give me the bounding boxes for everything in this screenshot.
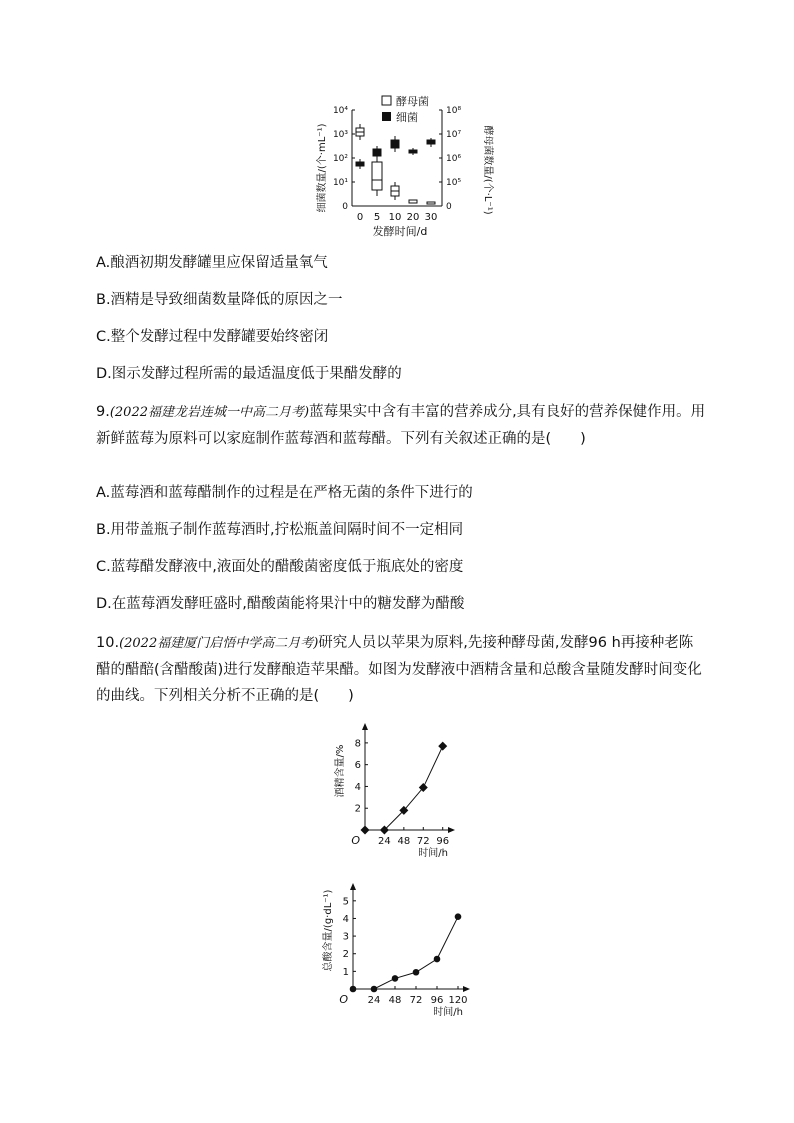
x-tick-label: 10 [388, 212, 402, 223]
q10-stem [96, 630, 706, 709]
q10-number: 10. [96, 635, 120, 651]
bacteria-box-day20 [409, 148, 417, 155]
yeast-box-day10 [391, 182, 399, 200]
y-tick-label: 3 [342, 931, 349, 943]
left-tick-label: 10³ [332, 130, 348, 140]
q8-option-c: C.整个发酵过程中发酵罐要始终密闭 [96, 329, 329, 345]
x-axis-label: 时间/h [418, 848, 448, 859]
data-point [455, 913, 462, 920]
y-axis-arrow [362, 723, 368, 730]
bacteria-box-day30 [427, 138, 435, 147]
q10-source: (2022福建厦门启悟中学高二月考) [119, 636, 319, 651]
x-tick-label: 24 [378, 836, 391, 847]
x-tick-label: 5 [373, 212, 381, 223]
x-tick-label: 20 [406, 212, 420, 223]
q9-number: 9. [96, 404, 110, 420]
total-acid-chart [315, 870, 485, 1020]
q8-option-b: B.酒精是导致细菌数量降低的原因之一 [96, 292, 343, 308]
x-axis-label: 时间/h [433, 1007, 463, 1018]
y-tick-label: 6 [354, 760, 361, 772]
q8-option-a: A.酿酒初期发酵罐里应保留适量氧气 [96, 255, 328, 271]
x-tick-label: 72 [409, 995, 423, 1006]
y-tick-label: 2 [354, 803, 361, 815]
y-tick-label: 8 [354, 738, 361, 750]
x-axis-label: 发酵时间/d [372, 225, 428, 238]
left-tick-label: 0 [342, 202, 348, 212]
yeast-box-day20 [409, 200, 417, 203]
yeast-box-day5 [372, 154, 382, 196]
x-axis-arrow [463, 986, 470, 992]
y-axis-label-left: 细菌数量/(个·mL⁻¹) [317, 123, 328, 213]
y-tick-label: 2 [342, 949, 349, 961]
legend-swatch-bacteria [382, 112, 391, 121]
x-tick-label: 120 [448, 995, 468, 1006]
q9-source: (2022福建龙岩连城一中高二月考) [109, 405, 310, 420]
origin-label: O [339, 993, 348, 1006]
x-tick-label: 48 [397, 836, 411, 847]
fermentation-count-figure [300, 92, 510, 242]
legend-swatch-yeast [382, 96, 391, 105]
x-tick-label: 96 [430, 995, 444, 1006]
y-axis-label: 总酸含量/(g·dL⁻¹) [323, 889, 334, 972]
data-point [392, 975, 399, 982]
bacteria-box-day10 [391, 136, 399, 152]
q8-option-d: D.图示发酵过程所需的最适温度低于果醋发酵的 [96, 366, 402, 382]
yeast-box-day0 [356, 124, 364, 140]
data-point [434, 956, 441, 963]
right-tick-label: 10⁷ [446, 130, 462, 140]
data-point [361, 826, 370, 835]
bacteria-box-day5 [373, 146, 381, 160]
q9-option-d: D.在蓝莓酒发酵旺盛时,醋酸菌能将果汁中的糖发酵为醋酸 [96, 596, 465, 612]
x-axis-arrow [448, 827, 455, 833]
q10-text: 研究人员以苹果为原料,先接种酵母菌,发酵96 h再接种老陈醋的醋醅(含醋酸菌)进行发酵酿造苹果醋。如图为发酵液中酒精含量和总酸含量随发酵时间变化的曲线。下列相关分析不正确的是( ) [96, 635, 702, 704]
bacteria-box-day0 [356, 159, 364, 169]
right-tick-label: 0 [446, 202, 452, 212]
x-tick-label: 30 [424, 212, 438, 223]
q9-option-c: C.蓝莓醋发酵液中,液面处的醋酸菌密度低于瓶底处的密度 [96, 559, 464, 575]
x-tick-label: 72 [416, 836, 430, 847]
left-tick-label: 10² [332, 154, 348, 164]
left-tick-label: 10⁴ [332, 106, 348, 116]
left-tick-label: 10¹ [332, 178, 348, 188]
y-axis-arrow [350, 883, 356, 890]
y-tick-label: 4 [342, 913, 349, 925]
y-tick-label: 5 [342, 896, 349, 908]
x-tick-label: 48 [388, 995, 402, 1006]
yeast-box-day30 [427, 202, 435, 204]
series-line [365, 746, 443, 830]
q9-text: 蓝莓果实中含有丰富的营养成分,具有良好的营养保健作用。用新鲜蓝莓为原料可以家庭制作蓝莓酒和蓝莓醋。下列有关叙述正确的是( ) [96, 404, 706, 447]
y-tick-label: 1 [342, 966, 349, 978]
right-tick-label: 10⁸ [446, 106, 462, 116]
origin-label: O [351, 834, 360, 847]
x-tick-label: 96 [436, 836, 450, 847]
legend-label-yeast: 酵母菌 [396, 95, 429, 108]
series-line [353, 917, 458, 989]
y-axis-label: 酒精含量/% [335, 744, 346, 798]
q9-option-b: B.用带盖瓶子制作蓝莓酒时,拧松瓶盖间隔时间不一定相同 [96, 522, 464, 538]
q9-option-a: A.蓝莓酒和蓝莓醋制作的过程是在严格无菌的条件下进行的 [96, 485, 473, 501]
q9-stem [96, 399, 706, 452]
alcohol-content-chart [320, 712, 480, 862]
x-tick-label: 0 [356, 212, 364, 223]
data-point [413, 969, 420, 976]
right-tick-label: 10⁵ [446, 178, 462, 188]
right-tick-label: 10⁶ [446, 154, 462, 164]
y-axis-label-right: 酵母菌数量/(个·L⁻¹) [482, 125, 493, 215]
legend-label-bacteria: 细菌 [396, 111, 418, 124]
data-point [371, 986, 378, 993]
x-tick-label: 24 [367, 995, 381, 1006]
data-point [438, 742, 447, 751]
y-tick-label: 4 [354, 781, 361, 793]
data-point [350, 986, 357, 993]
